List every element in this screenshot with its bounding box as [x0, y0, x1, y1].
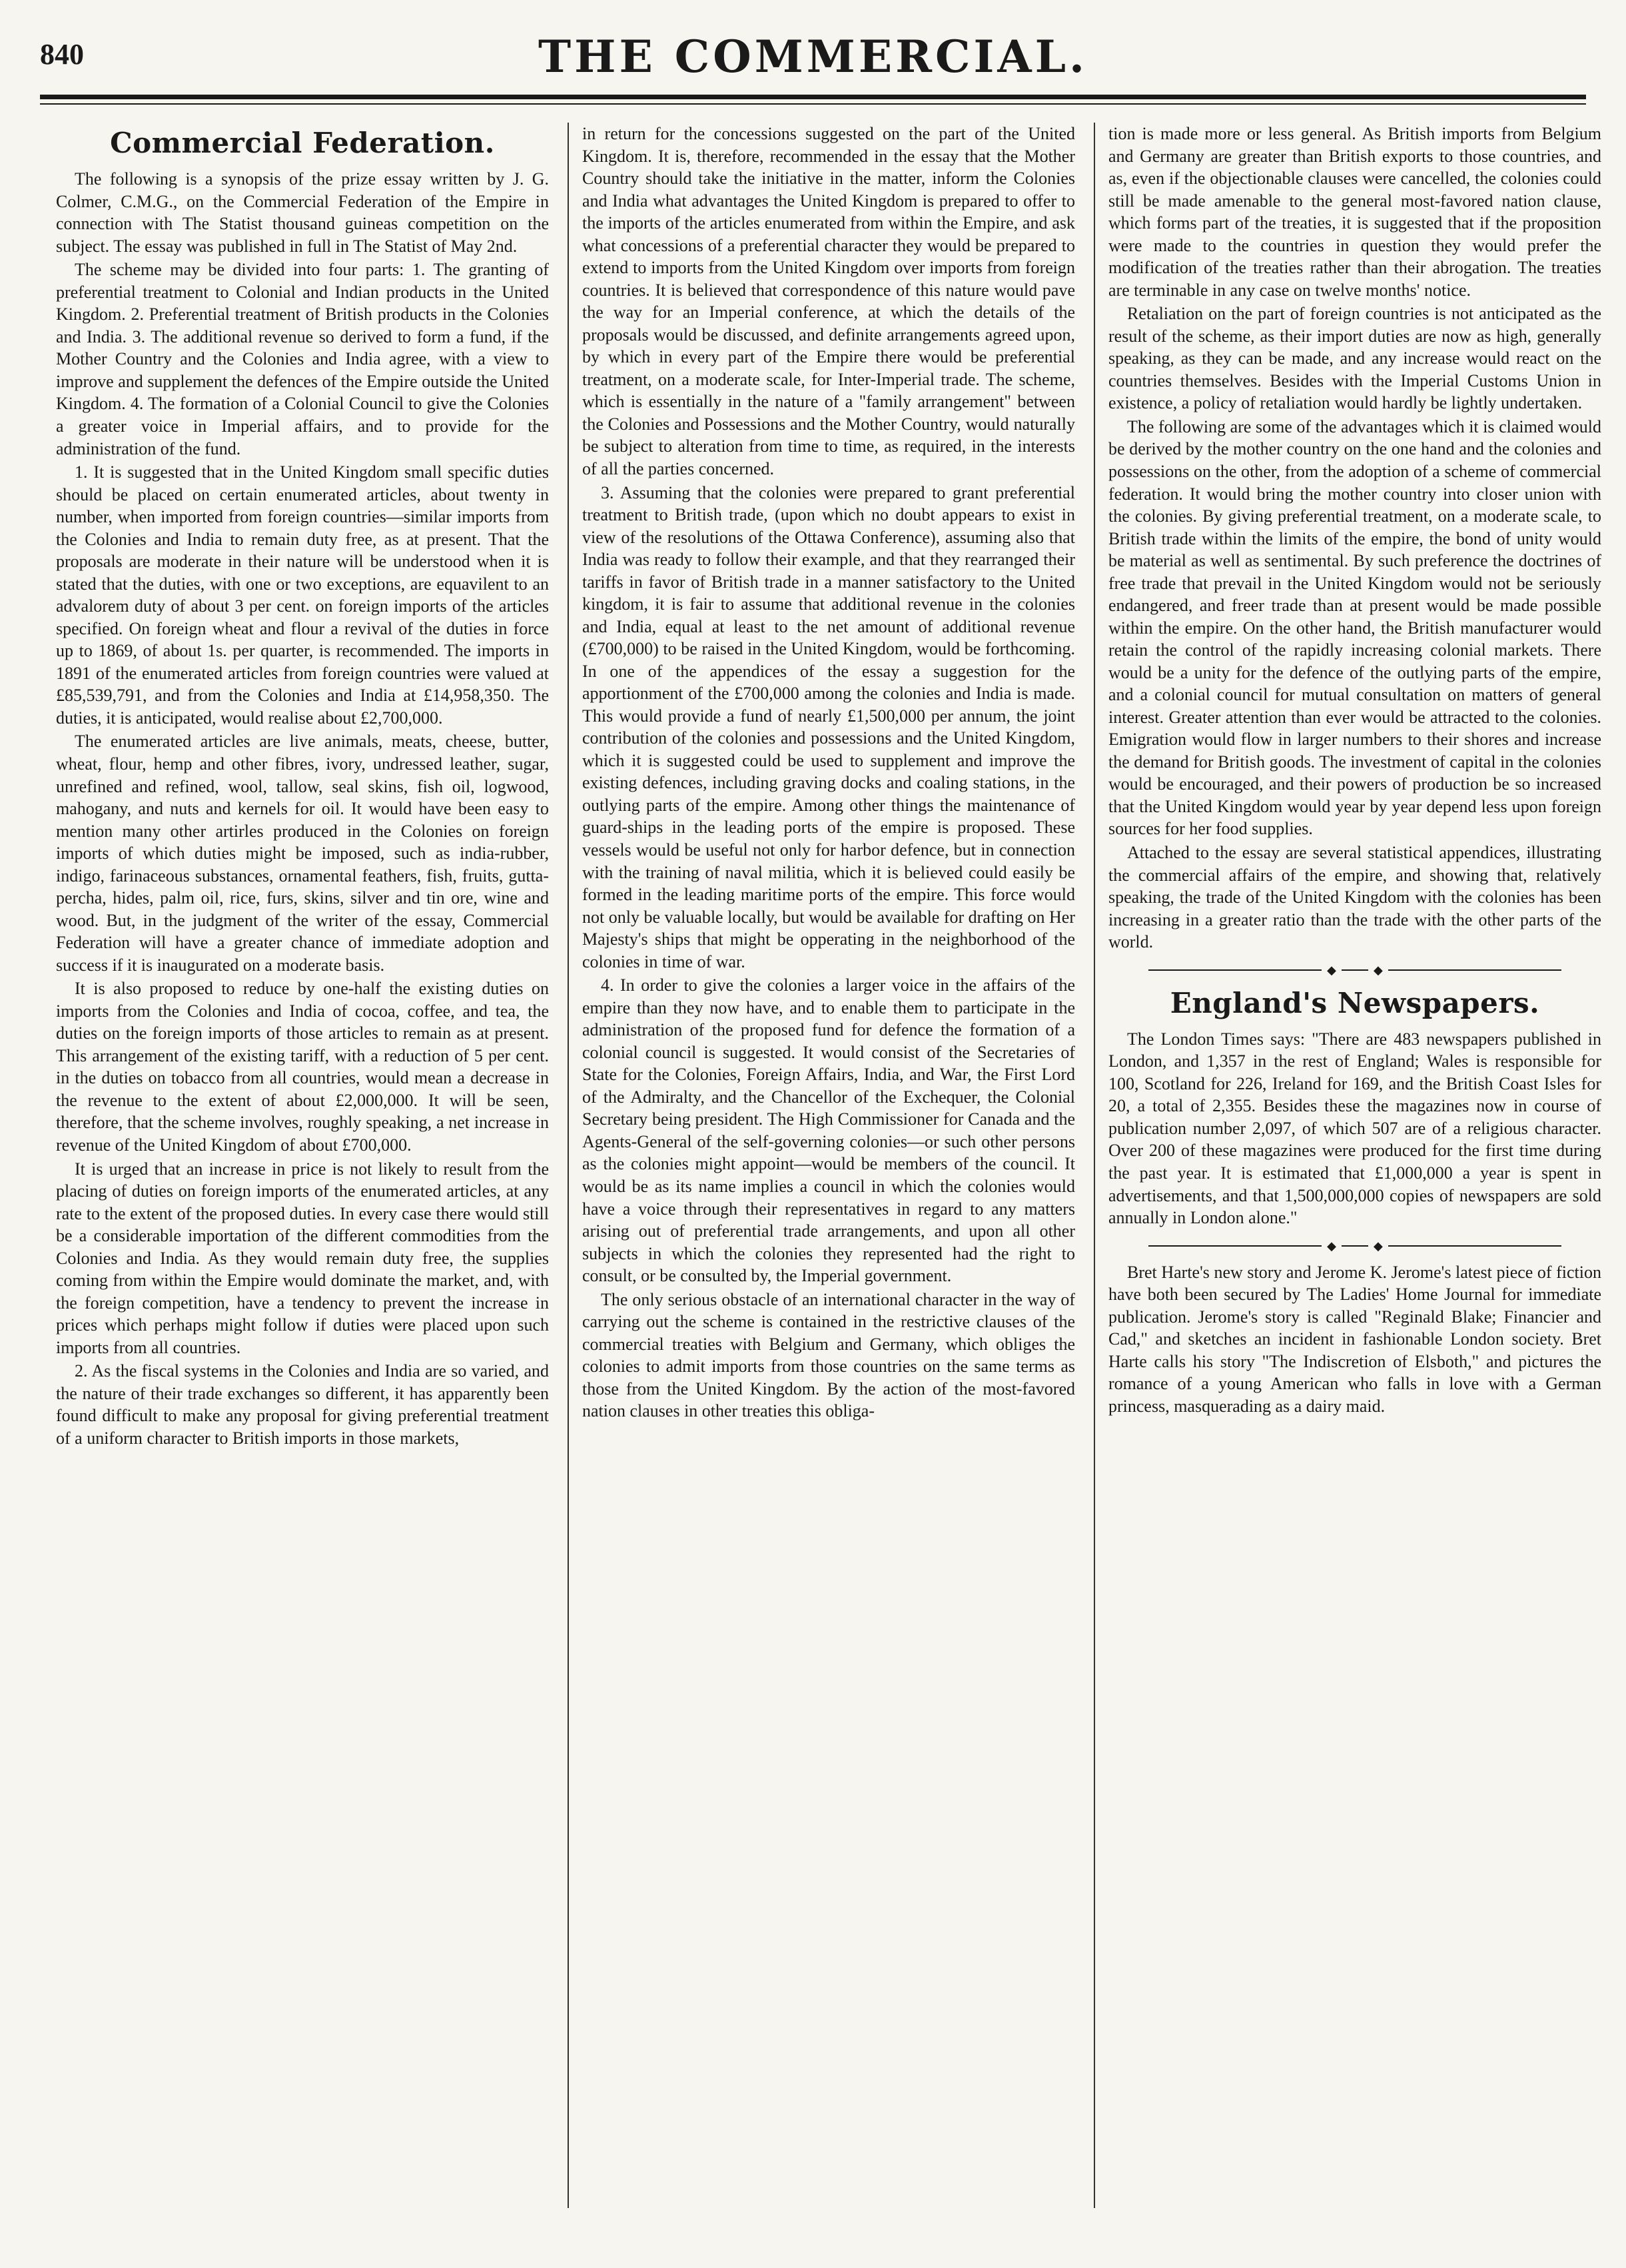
separator-line — [1388, 969, 1561, 971]
article-paragraph: 2. As the fiscal systems in the Colonies and India are so varied, and the nature of their trade exchanges so different, it has apparently been found difficult to make any proposal for giving preferential treatment of a uniform character to British imports in those markets, — [56, 1361, 549, 1448]
section-separator — [1148, 1240, 1561, 1252]
article-paragraph: tion is made more or less general. As British imports from Belgium and Germany are greater than British exports to those countries, and as, even if the objectionable clauses were cancelled, the colonies could still be made amenable to the general most-favored nation clause, which forms part of the treaties, it is suggested that if the proposition were made to the countries in question they would prefer the modification of the treaties rather than their abrogation. The treaties are terminable in any case on twelve months' notice. — [1108, 124, 1601, 300]
column-divider — [1094, 123, 1095, 2208]
diamond-ornament-icon: ◆ — [1327, 963, 1336, 977]
masthead-rule-thick — [40, 95, 1586, 99]
separator-line — [1342, 1245, 1368, 1247]
page-number: 840 — [40, 38, 84, 71]
paper-title: THE COMMERCIAL. — [538, 31, 1088, 83]
article-paragraph: The only serious obstacle of an international character in the way of carrying out the scheme is contained in the restrictive clauses of the commercial treaties with Belgium and Germany, which obliges the colonies to admit imports from those countries on the same terms as those from the United Kingdom. By the action of the most-favored nation clauses in other treaties this obliga- — [582, 1289, 1075, 1421]
article-paragraph: in return for the concessions suggested on the part of the United Kingdom. It is, therefore, recommended in the essay that the Mother Country should take the initiative in the matter, inform the Colonies and India what advantages the United Kingdom is prepared to offer to the imports of the articles enumerated from within the Empire, and ask what concessions of a preferential character they would be prepared to extend to imports from the United Kingdom over imports from foreign countries. It is believed that correspondence of this nature would pave the way for an Imperial conference, at which the details of the proposals would be discussed, and definite arrangements agreed upon, by which in every part of the Empire there would be preferential treatment, on a moderate scale, for Inter-Imperial trade. The scheme, which is essentially in the nature of a "family arrangement" between the Colonies and Possessions and the Mother Country, would naturally be subject to alteration from time to time, as required, in the interests of all the parties concerned. — [582, 124, 1075, 478]
article-paragraph: It is urged that an increase in price is not likely to result from the placing of duties on foreign imports of the enumerated articles, at any rate to the extent of the proposed duties. In every case there would still be a considerable importation of the different commodities from the Colonies and India. As they would remain duty free, the supplies coming from within the Empire would dominate the market, and, with the foreign competition, have a tendency to prevent the increase in prices which perhaps might follow if duties were placed upon such imports from all countries. — [56, 1159, 549, 1357]
article-paragraph: The following is a synopsis of the prize essay written by J. G. Colmer, C.M.G., on the Commercial Federation of the Empire in connection with The Statist thousand guineas competition on the subject. The essay was published in full in The Statist of May 2nd. — [56, 169, 549, 256]
column-1 — [56, 123, 549, 2208]
masthead — [40, 19, 1586, 99]
article-heading: Commercial Federation. — [110, 127, 495, 159]
article-heading: England's Newspapers. — [1170, 986, 1540, 1019]
diamond-ornament-icon: ◆ — [1374, 963, 1383, 977]
article-paragraph: The scheme may be divided into four parts: 1. The granting of preferential treatment to Colonial and Indian products in the United Kingdom. 2. Preferential treatment of British products in the Colonies and India. 3. The additional revenue so derived to form a fund, if the Mother Country and the Colonies and India agree, with a view to improve and supplement the defences of the Empire outside the United Kingdom. 4. The formation of a Colonial Council to give the Colonies a greater voice in Imperial affairs, and to provide for the administration of the fund. — [56, 260, 549, 458]
article-paragraph: Retaliation on the part of foreign countries is not anticipated as the result of the scheme, as their import duties are now as high, generally speaking, as they can be made, and any increase would react on the countries themselves. Besides with the Imperial Customs Union in existence, a policy of retaliation would hardly be lightly undertaken. — [1108, 304, 1601, 413]
separator-line — [1148, 1245, 1322, 1247]
column-3 — [1108, 123, 1601, 2208]
article-paragraph: 4. In order to give the colonies a larger voice in the affairs of the empire than they now have, and to enable them to participate in the administration of the proposed fund for defence the formation of a colonial council is suggested. It would consist of the Secretaries of State for the Colonies, Foreign Affairs, India, and War, the First Lord of the Admiralty, and the Chancellor of the Exchequer, the Colonial Secretary being president. The High Commissioner for Canada and the Agents-General of the self-governing colonies—or such other persons as the colonies might appoint—would be members of the council. It would be as its name implies a council in which the colonies would have a voice through their representatives in regard to any matters arising out of preferential trade arrangements, and upon all other subjects in which the colonies they represented had the right to consult, or be consulted by, the Imperial government. — [582, 975, 1075, 1286]
article-paragraph: The following are some of the advantages which it is claimed would be derived by the mother country on the one hand and the colonies and possessions on the other, from the adoption of a scheme of commercial federation. It would bring the mother country into closer union with the colonies. By giving preferential treatment, on a moderate scale, to British trade within the limits of the empire, the bond of unity would be material as well as sentimental. By such preference the doctrines of free trade that prevail in the United Kingdom would not be seriously endangered, and freer trade than at present would be made possible within the empire. On the other hand, the British manufacturer would retain the control of the rapidly increasing colonial markets. There would be a unity for the defence of the outlying parts of the empire, and a colonial council for mutual consultation on matters of general interest. Greater attention than ever would be attracted to the colonies. Emigration would flow in larger numbers to their shores and increase the demand for British goods. The investment of capital in the colonies would be encouraged, and their powers of production be so increased that the United Kingdom would year by year depend less upon foreign sources for her food supplies. — [1108, 416, 1601, 839]
article-paragraph: 3. Assuming that the colonies were prepared to grant preferential treatment to British trade, (upon which no doubt appears to exist in view of the resolutions of the Ottawa Conference), assuming also that India was ready to follow their example, and that they rearranged their tariffs in favor of British trade in a manner satisfactory to the United kingdom, it is fair to assume that additional revenue in the colonies and India, equal at least to the net amount of additional revenue (£700,000) to be raised in the United Kingdom, would be forthcoming. In one of the appendices of the essay a suggestion for the apportionment of the £700,000 among the colonies and India is made. This would provide a fund of nearly £1,500,000 per annum, the joint contribution of the colonies and possessions and the United Kingdom, which it is suggested could be used to supplement and improve the existing defences, including graving docks and coaling stations, in the outlying parts of the empire. Among other things the maintenance of guard-ships in the leading ports of the empire is proposed. These vessels would be useful not only for harbor defence, but in connection with the training of naval militia, which it is believed could easily be formed in the leading maritime ports of the empire. This force would not only be valuable locally, but would be available for drafting on Her Majesty's ships that might be opperating in the neighborhood of the colonies in time of war. — [582, 482, 1075, 971]
article-paragraph: It is also proposed to reduce by one-half the existing duties on imports from the Colonies and India of cocoa, coffee, and tea, the duties on the foreign imports of those articles to remain as at present. This arrangement of the existing tariff, with a reduction of 5 per cent. in the duties on tobacco from all countries, would mean a decrease in the revenue to the extent of about £2,000,000. It will be seen, therefore, that the scheme involves, roughly speaking, a net increase in revenue of the United Kingdom of about £700,000. — [56, 979, 549, 1155]
article-paragraph: The London Times says: "There are 483 newspapers published in London, and 1,357 in the rest of England; Wales is responsible for 100, Scotland for 226, Ireland for 169, and the British Coast Isles for 20, a total of 2,355. Besides these the magazines now in course of publication number 2,097, of which 507 are of a religious character. Over 200 of these magazines were produced for the first time during the past year. It is estimated that £1,000,000 a year is spent in advertisements, and that 1,500,000,000 copies of newspapers are sold annually in London alone." — [1108, 1029, 1601, 1228]
article-paragraph: Bret Harte's new story and Jerome K. Jerome's latest piece of fiction have both been secured by The Ladies' Home Journal for immediate publication. Jerome's story is called "Reginald Blake; Financier and Cad," and sketches an incident in fashionable London society. Bret Harte calls his story "The Indiscretion of Elsboth," and pictures the romance of a young American who falls in love with a German princess, masquerading as a dairy maid. — [1108, 1262, 1601, 1416]
article-paragraph: Attached to the essay are several statistical appendices, illustrating the commercial affairs of the empire, and showing that, relatively speaking, the trade of the United Kingdom with the colonies has been increasing in a greater ratio than the trade with the other parts of the world. — [1108, 843, 1601, 952]
masthead-rule-thin — [40, 103, 1586, 105]
article-paragraph: 1. It is suggested that in the United Kingdom small specific duties should be placed on certain enumerated articles, about twenty in number, when imported from foreign countries—similar imports from the Colonies and India to remain duty free, as at present. That the proposals are moderate in their nature will be understood when it is stated that the duties, with one or two exceptions, are equavilent to an advalorem duty of about 3 per cent. on foreign imports of the articles specified. On foreign wheat and flour a revival of the duties in force up to 1869, of about 1s. per quarter, is recommended. The imports in 1891 of the enumerated articles from foreign countries were valued at £85,539,791, and from the Colonies and India at £14,958,350. The duties, it is anticipated, would realise about £2,700,000. — [56, 462, 549, 728]
diamond-ornament-icon: ◆ — [1327, 1239, 1336, 1253]
column-2 — [582, 123, 1075, 2208]
diamond-ornament-icon: ◆ — [1374, 1239, 1383, 1253]
separator-line — [1388, 1245, 1561, 1247]
article-paragraph: The enumerated articles are live animals, meats, cheese, butter, wheat, flour, hemp and other fibres, ivory, undressed leather, sugar, unrefined and refined, wool, tallow, seal skins, fish oil, logwood, mahogany, and nuts and kernels for oil. It would have been easy to mention many other artirles produced in the Colonies on foreign imports of which duties might be imposed, such as india-rubber, indigo, farinaceous substances, ornamental feathers, fish, fruits, gutta-percha, hides, palm oil, rice, furs, skins, silver and tin ore, wine and wood. But, in the judgment of the writer of the essay, Commercial Federation will have a greater chance of immediate adoption and success if it is inaugurated on a moderate basis. — [56, 732, 549, 975]
column-divider — [568, 123, 569, 2208]
separator-line — [1342, 969, 1368, 971]
separator-line — [1148, 969, 1322, 971]
section-separator — [1148, 964, 1561, 976]
